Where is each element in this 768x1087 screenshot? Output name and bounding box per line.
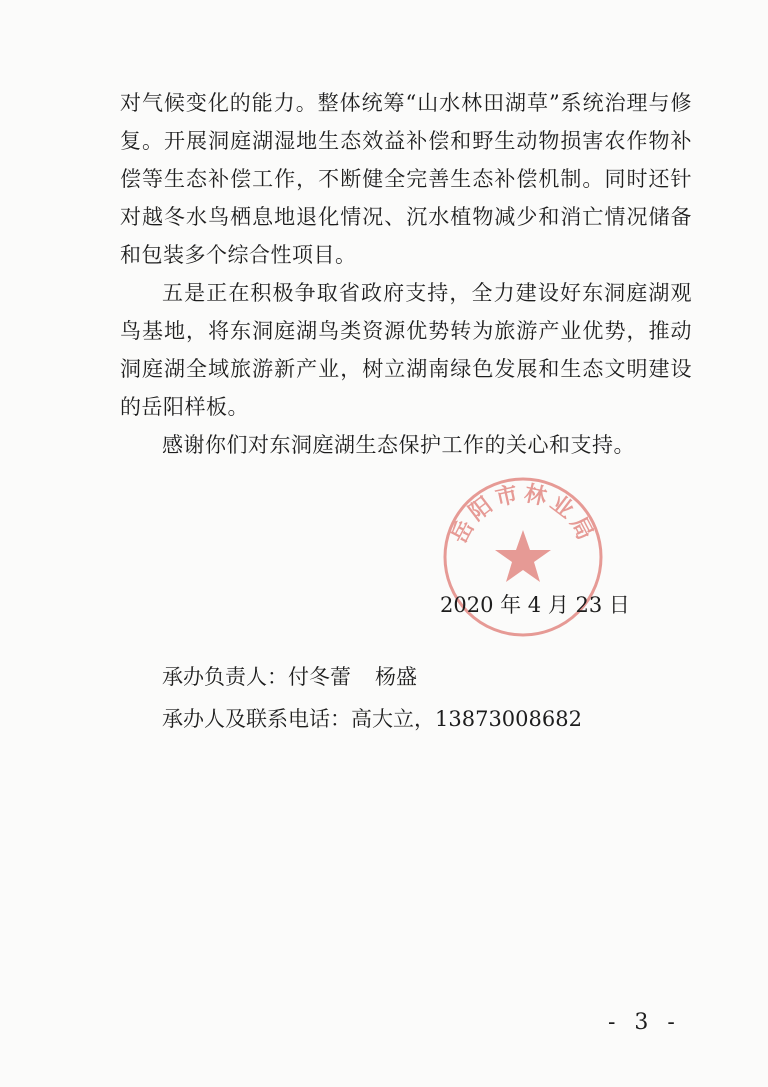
paragraph-point-five: 五是正在积极争取省政府支持，全力建设好东洞庭湖观鸟基地，将东洞庭湖鸟类资源优势转为旅游产业优势，推动洞庭湖全域旅游新产业，树立湖南绿色发展和生态文明建设的岳阳样板。 [120,281,692,419]
responsible-name: 付冬蕾 [288,665,351,689]
paragraph-continued: 对气候变化的能力。整体统筹“山水林田湖草”系统治理与修复。开展洞庭湖湿地生态效益补偿和野生动物损害农作物补偿等生态补偿工作，不断健全完善生态补偿机制。同时还针对越冬水鸟栖息地退化情况、沉水植物减少和消亡情况储备和包装多个综合性项目。 [120,91,692,267]
seal-text: 岳阳市林业局 [447,481,599,548]
responsible-name: 杨盛 [375,665,417,689]
handler-value: 高大立，13873008682 [351,707,582,731]
responsible-label: 承办负责人： [162,665,288,689]
handler-contact [162,700,582,738]
document-date: 2020 年 4 月 23 日 [440,593,630,617]
handler-label: 承办人及联系电话： [162,707,351,731]
seal-star-icon [495,530,551,582]
document-body [120,84,692,464]
paragraph-thanks: 感谢你们对东洞庭湖生态保护工作的关心和支持。 [162,433,635,457]
page-number: - 3 - [608,1010,681,1035]
responsible-persons [162,658,417,696]
